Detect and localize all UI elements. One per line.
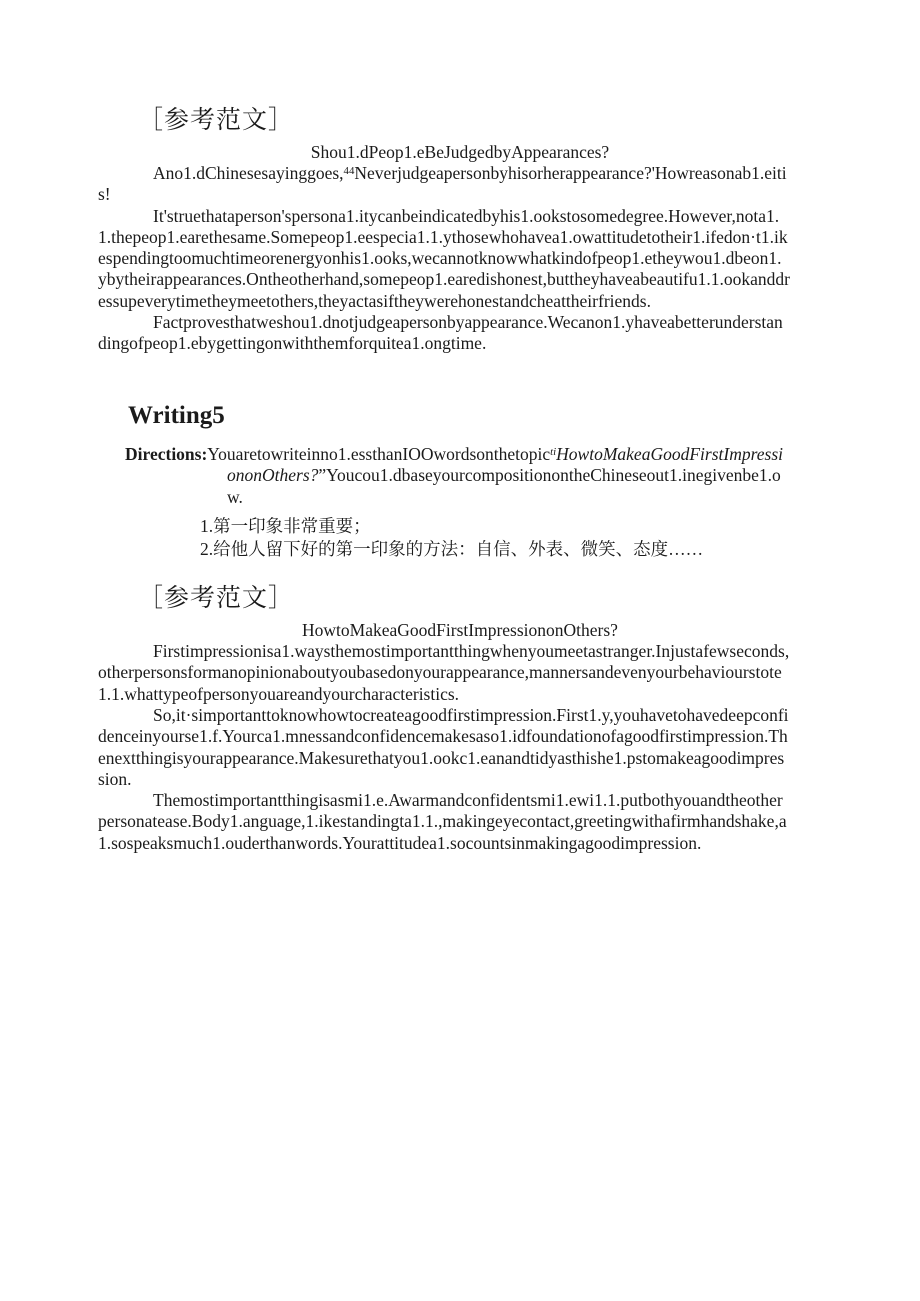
- document-content: [98, 104, 790, 854]
- essay2-title: HowtoMakeaGoodFirstImpressiononOthers?: [302, 620, 618, 641]
- essay1-p1-text-end: Neverjudgeapersonbyhisorherappearance?'Howreasonab1.eitis!: [98, 163, 787, 205]
- directions-superscript-quote: ti: [550, 445, 557, 458]
- essay1-p1-superscript-quote: 44: [343, 165, 355, 178]
- essay1-paragraph-1: [98, 163, 790, 206]
- essay1-paragraph-2: It'struethataperson'spersona1.itycanbeindicatedbyhis1.ookstosomedegree.However,nota1.1.thepeop1.earethesame.Somepeop1.eespecia1.1.ythosewhohavea1.owattitudetotheir1.ifedon·t1.ikespendingtoomuchtimeorenergyonhis1.ooks,wecannotknowwhatkindofpeop1.etheywou1.dbeon1.ybytheirappearances.Ontheotherhand,somepeop1.earedishonest,buttheyhaveabeautifu1.1.ookanddressupeverytimetheymeetothers,theyactasiftheywerehonestandcheattheirfriends.: [98, 205, 790, 311]
- outline-item-2: 2.给他人留下好的第一印象的方法：自信、外表、微笑、态度……: [200, 539, 704, 560]
- writing5-heading: Writing5: [128, 401, 225, 429]
- directions-text-end: ”Youcou1.dbaseyourcompositionontheChineseout1.inegivenbe1.ow.: [227, 465, 781, 508]
- writing5-directions: [125, 444, 790, 509]
- writing5-outline: [200, 515, 790, 561]
- outline-item-1: 1.第一印象非常重要；: [200, 516, 371, 537]
- essay2-paragraph-1: Firstimpressionisa1.waysthemostimportantthingwhenyoumeetastranger.Injustafewseconds,otherpersonsformanopinionaboutyoubasedonyourappearance,mannersandevenyourbehaviourstote1.1.whattypeofpersonyouareandyourcharacteristics.: [98, 641, 790, 704]
- directions-text-start: Youaretowriteinno1.essthanIOOwordsonthetopic: [207, 443, 551, 464]
- essay1-title: Shou1.dPeop1.eBeJudgedbyAppearances?: [310, 142, 610, 162]
- essay2-paragraph-2: So,it·simportanttoknowhowtocreateagoodfirstimpression.First1.y,youhavetohavedeepconfidenceinyourse1.f.Yourca1.mnessandconfidencemakesaso1.idfoundationofagoodfirstimpression.Thenextthingisyourappearance.Makesurethatyou1.ookc1.eanandtidyasthishe1.pstomakeagoodimpression.: [98, 704, 789, 789]
- directions-label: Directions:: [125, 443, 208, 464]
- directions-topic-title: HowtoMakeaGoodFirstImpressiononOthers?: [227, 443, 783, 486]
- essay1-p1-text-start: Ano1.dChinesesayinggoes,: [153, 163, 344, 183]
- reference-essay-heading-1: ［参考范文］: [138, 107, 295, 134]
- reference-essay-heading-2: ［参考范文］: [138, 585, 295, 613]
- essay2-paragraph-3: Themostimportantthingisasmi1.e.Awarmandconfidentsmi1.ewi1.1.putbothyouandtheotherpersonatease.Body1.anguage,1.ikestandingta1.1.,makingeyecontact,greetingwithafirmhandshake,a1.sospeaksmuch1.ouderthanwords.Yourattitudea1.socountsinmakingagoodimpression.: [98, 790, 787, 853]
- essay1-paragraph-3: Factprovesthatweshou1.dnotjudgeapersonbyappearance.Wecanon1.yhaveabetterunderstandingofpeop1.ebygettingonwiththemforquitea1.ongtime.: [98, 312, 783, 354]
